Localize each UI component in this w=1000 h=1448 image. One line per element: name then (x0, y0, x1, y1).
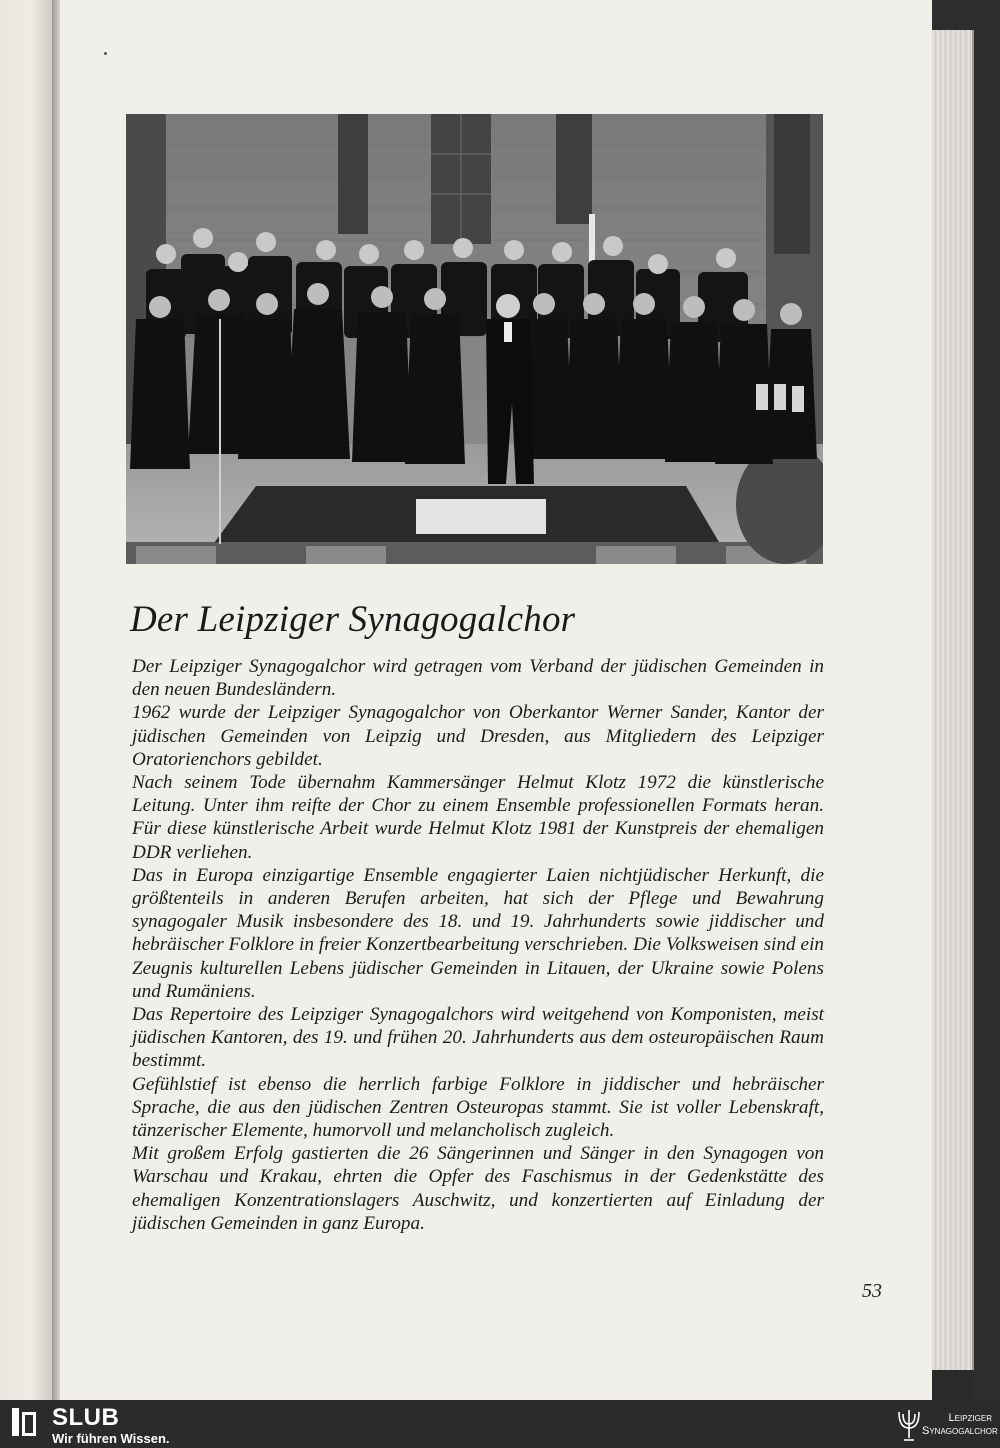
book-gutter (52, 0, 60, 1400)
page-number: 53 (862, 1280, 882, 1302)
left-page-edge (0, 0, 52, 1400)
menorah-icon (896, 1404, 922, 1444)
background-top (932, 0, 1000, 30)
paragraph-2: 1962 wurde der Leipziger Synagogalchor von Oberkantor Werner Sander, Kantor der jüdischen Gemeinden von Leipzig und Dresden, aus Mitgliedern des Leipziger Oratorienchors gebildet. (132, 702, 824, 770)
collection-name-line2: Synagogalchor (922, 1425, 998, 1437)
paragraph-5: Das Repertoire des Leipziger Synagogalchors wird weitgehend von Komponisten, meist jüdischen Kantoren, des 19. und frühen 20. Jahrhunderts aus dem osteuropäischen Raum bestimmt. (132, 1004, 824, 1072)
page-title: Der Leipziger Synagogalchor (130, 599, 576, 640)
paragraph-1: Der Leipziger Synagogalchor wird getragen vom Verband der jüdischen Gemeinden in den neuen Bundesländern. (132, 656, 824, 701)
library-name[interactable]: SLUB (52, 1404, 120, 1431)
paragraph-3: Nach seinem Tode übernahm Kammersänger Helmut Klotz 1972 die künstlerische Leitung. Unter ihm reifte der Chor zu einem Ensemble professionellen Formats heran. Für diese künstlerische Arbeit wurde Helmut Klotz 1981 der Kunstpreis der ehemaligen DDR verliehen. (132, 772, 824, 863)
choir-photo-drawing (126, 114, 823, 564)
page-speck (104, 52, 107, 55)
background-right (974, 0, 1000, 1400)
page-edges (932, 30, 974, 1370)
paragraph-7: Mit großem Erfolg gastierten die 26 Sängerinnen und Sänger in den Synagogen von Warschau und Krakau, ehrten die Opfer des Faschismus in der Gedenkstätte des ehemaligen Konzentrationslagers Auschwitz, und konzertierten auf Einladung der jüdischen Gemeinden in ganz Europa. (132, 1143, 824, 1234)
paragraph-4: Das in Europa einzigartige Ensemble engagierter Laien nichtjüdischer Herkunft, die größtenteils in anderen Berufen arbeiten, hat sich der Pflege und Bewahrung synagogaler Musik insbesondere des 18. und 19. Jahrhunderts sowie jiddischer und hebräischer Folklore in freier Konzertbearbeitung verschrieben. Die Volksweisen sind ein Zeugnis kulturellen Lebens jüdischer Gemeinden in Litauen, der Ukraine sowie Polens und Rumäniens. (132, 864, 824, 1002)
paragraph-6: Gefühlstief ist ebenso die herrlich farbige Folklore in jiddischer und hebräischer Sprache, die aus den jüdischen Zentren Osteuropas stammt. Sie ist voller Lebenskraft, tänzerischer Elemente, humorvoll und melancholisch zugleich. (132, 1073, 824, 1142)
collection-name-line1: Leipziger (948, 1412, 992, 1424)
collection-name (922, 1412, 998, 1438)
choir-photo (126, 114, 823, 564)
viewer-footer (0, 1400, 1000, 1448)
slub-logo-icon[interactable] (12, 1408, 38, 1436)
article-body (132, 655, 824, 1235)
library-tagline: Wir führen Wissen. (52, 1431, 170, 1446)
